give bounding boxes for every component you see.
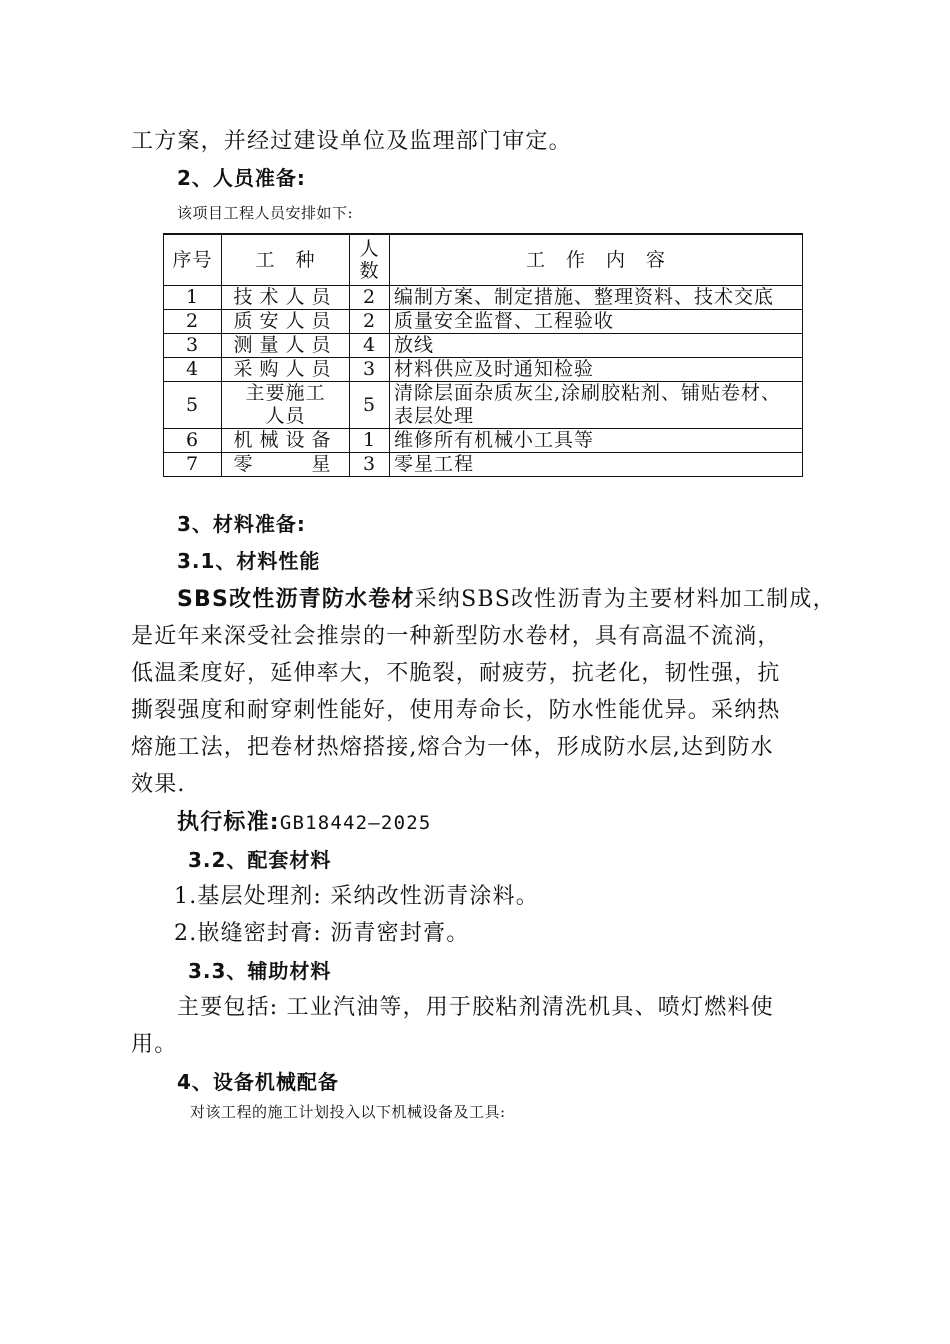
- header-content: 工 作 内 容: [390, 234, 803, 286]
- table-row: [164, 310, 803, 334]
- table-row: [164, 382, 803, 429]
- table-row: [164, 334, 803, 358]
- sbs-paragraph-line: 熔施工法，把卷材热熔搭接,熔合为一体，形成防水层,达到防水: [131, 735, 774, 760]
- header-type: 工 种: [222, 234, 350, 286]
- heading-material-performance: 3.1、材料性能: [177, 549, 321, 573]
- sbs-paragraph-line: [177, 582, 836, 613]
- cell-count: 5: [350, 382, 390, 429]
- cell-type: 技术人员: [222, 286, 350, 310]
- header-no: 序号: [164, 234, 222, 286]
- sbs-paragraph-line: 效果.: [131, 772, 186, 797]
- standard-line: [177, 805, 431, 836]
- cell-content: 零星工程: [390, 453, 803, 477]
- table-header-row: [164, 234, 803, 286]
- cell-count: 1: [350, 429, 390, 453]
- auxiliary-text-line: 主要包括: 工业汽油等，用于胶粘剂清洗机具、喷灯燃料使: [177, 995, 774, 1020]
- cell-no: 3: [164, 334, 222, 358]
- cell-count: 2: [350, 286, 390, 310]
- sbs-product-name: SBS改性沥青防水卷材: [177, 587, 415, 612]
- heading-equipment: 4、设备机械配备: [177, 1070, 339, 1094]
- cell-count: 3: [350, 453, 390, 477]
- staff-intro-text: 该项目工程人员安排如下:: [177, 204, 354, 222]
- heading-material-preparation: 3、材料准备:: [177, 512, 306, 536]
- table-row: [164, 429, 803, 453]
- cell-no: 4: [164, 358, 222, 382]
- cell-type: 质安人员: [222, 310, 350, 334]
- sbs-paragraph-line: 撕裂强度和耐穿刺性能好，使用寿命长，防水性能优异。采纳热: [131, 698, 781, 723]
- cell-type: 机械设备: [222, 429, 350, 453]
- equipment-intro-text: 对该工程的施工计划投入以下机械设备及工具:: [190, 1103, 506, 1121]
- material-item: 1.基层处理剂: 采纳改性沥青涂料。: [174, 884, 539, 909]
- cell-content: 质量安全监督、工程验收: [390, 310, 803, 334]
- cell-content: 材料供应及时通知检验: [390, 358, 803, 382]
- cell-type: 采购人员: [222, 358, 350, 382]
- table-row: [164, 286, 803, 310]
- cell-content: 放线: [390, 334, 803, 358]
- auxiliary-text-line: 用。: [131, 1032, 178, 1057]
- cell-count: 3: [350, 358, 390, 382]
- table-row: [164, 453, 803, 477]
- sbs-paragraph-line: 是近年来深受社会推崇的一种新型防水卷材，具有高温不流淌，: [131, 624, 781, 649]
- heading-staff-preparation: 2、人员准备:: [177, 166, 306, 190]
- cell-no: 6: [164, 429, 222, 453]
- cell-count: 2: [350, 310, 390, 334]
- cell-content: 维修所有机械小工具等: [390, 429, 803, 453]
- cell-no: 5: [164, 382, 222, 429]
- table-row: [164, 358, 803, 382]
- cell-content: 清除层面杂质灰尘,涂刷胶粘剂、铺贴卷材、表层处理: [390, 382, 803, 429]
- cell-count: 4: [350, 334, 390, 358]
- heading-auxiliary-materials: 3.3、辅助材料: [188, 959, 332, 983]
- cell-type: 零 星: [222, 453, 350, 477]
- material-item: 2.嵌缝密封膏: 沥青密封膏。: [174, 921, 470, 946]
- staff-table: [163, 233, 803, 477]
- header-count: 人数: [350, 234, 390, 286]
- standard-value: GB18442—2025: [279, 812, 432, 834]
- sbs-paragraph-line: 低温柔度好，延伸率大，不脆裂，耐疲劳，抗老化，韧性强，抗: [131, 661, 781, 686]
- cell-no: 1: [164, 286, 222, 310]
- cell-type: 主要施工人员: [222, 382, 350, 429]
- cell-no: 7: [164, 453, 222, 477]
- cell-type: 测量人员: [222, 334, 350, 358]
- heading-supporting-materials: 3.2、配套材料: [188, 848, 332, 872]
- cell-no: 2: [164, 310, 222, 334]
- sbs-line-text: 采纳SBS改性沥青为主要材料加工制成，: [414, 587, 836, 612]
- standard-label: 执行标准:: [177, 810, 280, 835]
- cell-content: 编制方案、制定措施、整理资料、技术交底: [390, 286, 803, 310]
- paragraph-continuation: 工方案，并经过建设单位及监理部门审定。: [131, 129, 572, 154]
